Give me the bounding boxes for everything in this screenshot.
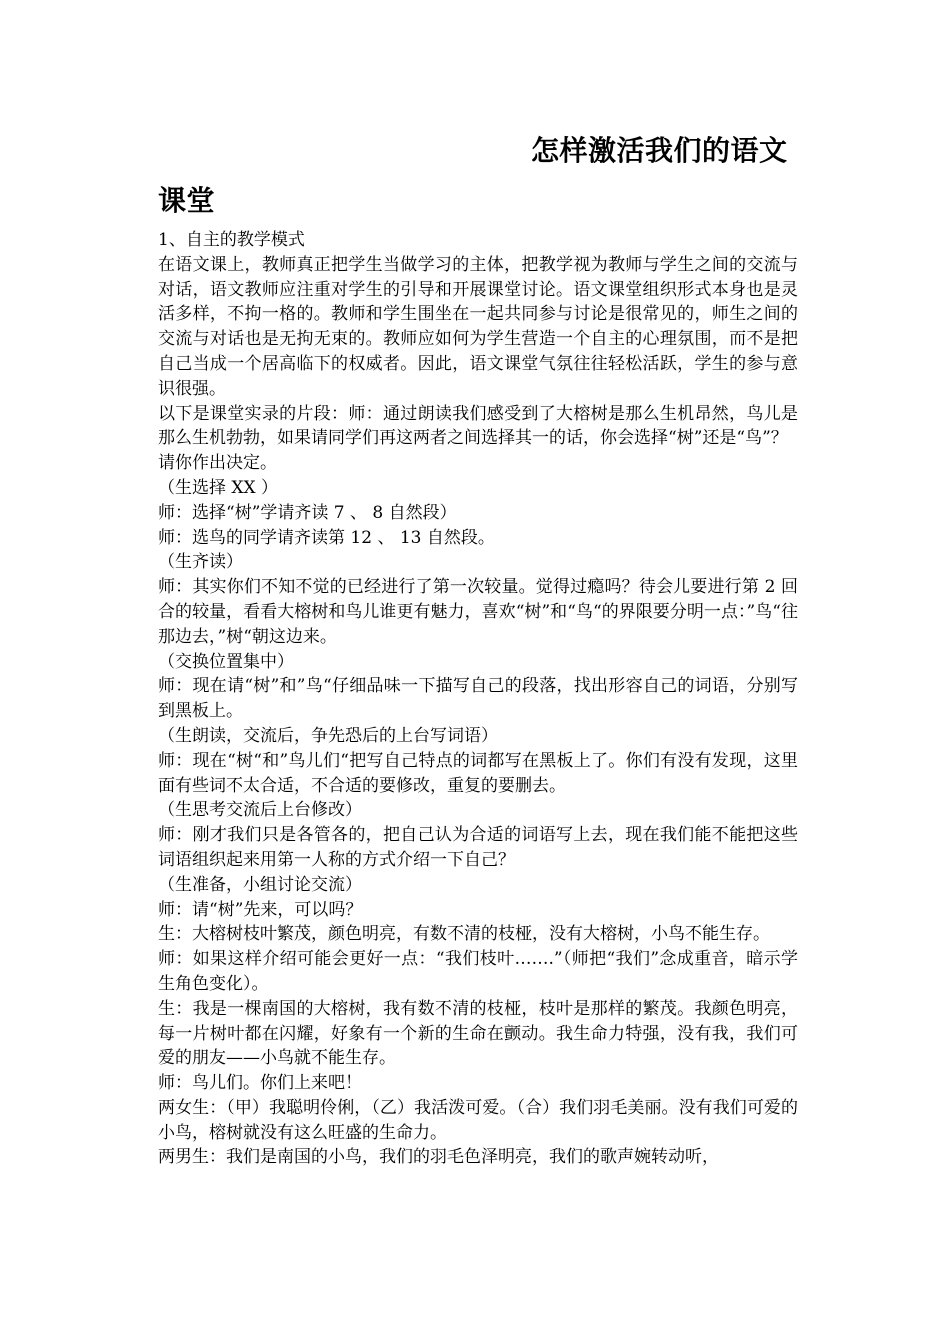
- body-paragraph: 师：其实你们不知不觉的已经进行了第一次较量。觉得过瘾吗？待会儿要进行第 2 回合的较量，看看大榕树和鸟儿谁更有魅力，喜欢“树”和“鸟“的界限要分明一点：”鸟“往那边去，”树“朝这边来。: [158, 577, 798, 647]
- body-paragraph: 师：请“树”先来，可以吗？: [158, 899, 363, 920]
- body-paragraph: 师：刚才我们只是各管各的，把自己认为合适的词语写上去，现在我们能不能把这些词语组织起来用第一人称的方式介绍一下自己？: [158, 825, 798, 870]
- body-paragraph: 在语文课上，教师真正把学生当做学习的主体，把教学视为教师与学生之间的交流与对话，语文教师应注重对学生的引导和开展课堂讨论。语文课堂组织形式本身也是灵活多样，不拘一格的。教师和学生围坐在一起共同参与讨论是很常见的，师生之间的交流与对话也是无拘无束的。教师应如何为学生营造一个自主的心理氛围，而不是把自己当成一个居高临下的权威者。因此，语文课堂气氛往往轻松活跃，学生的参与意识很强。: [158, 254, 798, 399]
- body-paragraph: 师：选鸟的同学请齐读第 12 、 13 自然段。: [158, 527, 495, 548]
- body-paragraph: 生：我是一棵南国的大榕树，我有数不清的枝桠，枝叶是那样的繁茂。我颜色明亮，每一片树叶都在闪耀，好象有一个新的生命在颤动。我生命力特强，没有我，我们可爱的朋友——小鸟就不能生存。: [158, 998, 798, 1069]
- body-paragraph: 两女生：（甲）我聪明伶俐，（乙）我活泼可爱。（合）我们羽毛美丽。没有我们可爱的小鸟，榕树就没有这么旺盛的生命力。: [158, 1097, 798, 1143]
- body-paragraph: 师：选择“树”学请齐读 7 、 8 自然段）: [158, 502, 457, 523]
- body-paragraph: 师：如果这样介绍可能会更好一点：“我们枝叶…….”（师把“我们”念成重音，暗示学生角色变化）。: [158, 949, 798, 994]
- body-paragraph: （生齐读）: [158, 552, 243, 573]
- document-body: [158, 228, 798, 1170]
- body-paragraph: （生思考交流后上台修改）: [158, 800, 362, 821]
- body-paragraph: 两男生：我们是南国的小鸟，我们的羽毛色泽明亮，我们的歌声婉转动听，: [158, 1147, 719, 1168]
- body-paragraph: （生选择 XX ）: [158, 477, 279, 498]
- document-title-continued: 课堂: [158, 184, 216, 217]
- body-paragraph: 生：大榕树枝叶繁茂，颜色明亮，有数不清的枝桠，没有大榕树，小鸟不能生存。: [158, 924, 770, 945]
- body-paragraph: 师：现在请“树”和”鸟“仔细品味一下描写自己的段落，找出形容自己的词语，分别写到黑板上。: [158, 676, 798, 722]
- body-paragraph: 以下是课堂实录的片段：师：通过朗读我们感受到了大榕树是那么生机昂然，鸟儿是那么生机勃勃，如果请同学们再这两者之间选择其一的话，你会选择“树”还是“鸟”？: [158, 403, 798, 449]
- body-paragraph: 请你作出决定。: [158, 453, 277, 474]
- body-paragraph: 师：现在“树“和”鸟儿们“把写自己特点的词都写在黑板上了。你们有没有发现，这里面有些词不太合适，不合适的要修改，重复的要删去。: [158, 750, 798, 796]
- section-heading: 1、自主的教学模式: [158, 230, 305, 250]
- body-paragraph: （生朗读，交流后，争先恐后的上台写词语）: [158, 725, 498, 746]
- body-paragraph: 师：鸟儿们。你们上来吧！: [158, 1073, 362, 1094]
- document-title: 怎样激活我们的语文: [531, 134, 788, 167]
- body-paragraph: （生准备，小组讨论交流）: [158, 874, 362, 895]
- body-paragraph: （交换位置集中）: [158, 651, 294, 672]
